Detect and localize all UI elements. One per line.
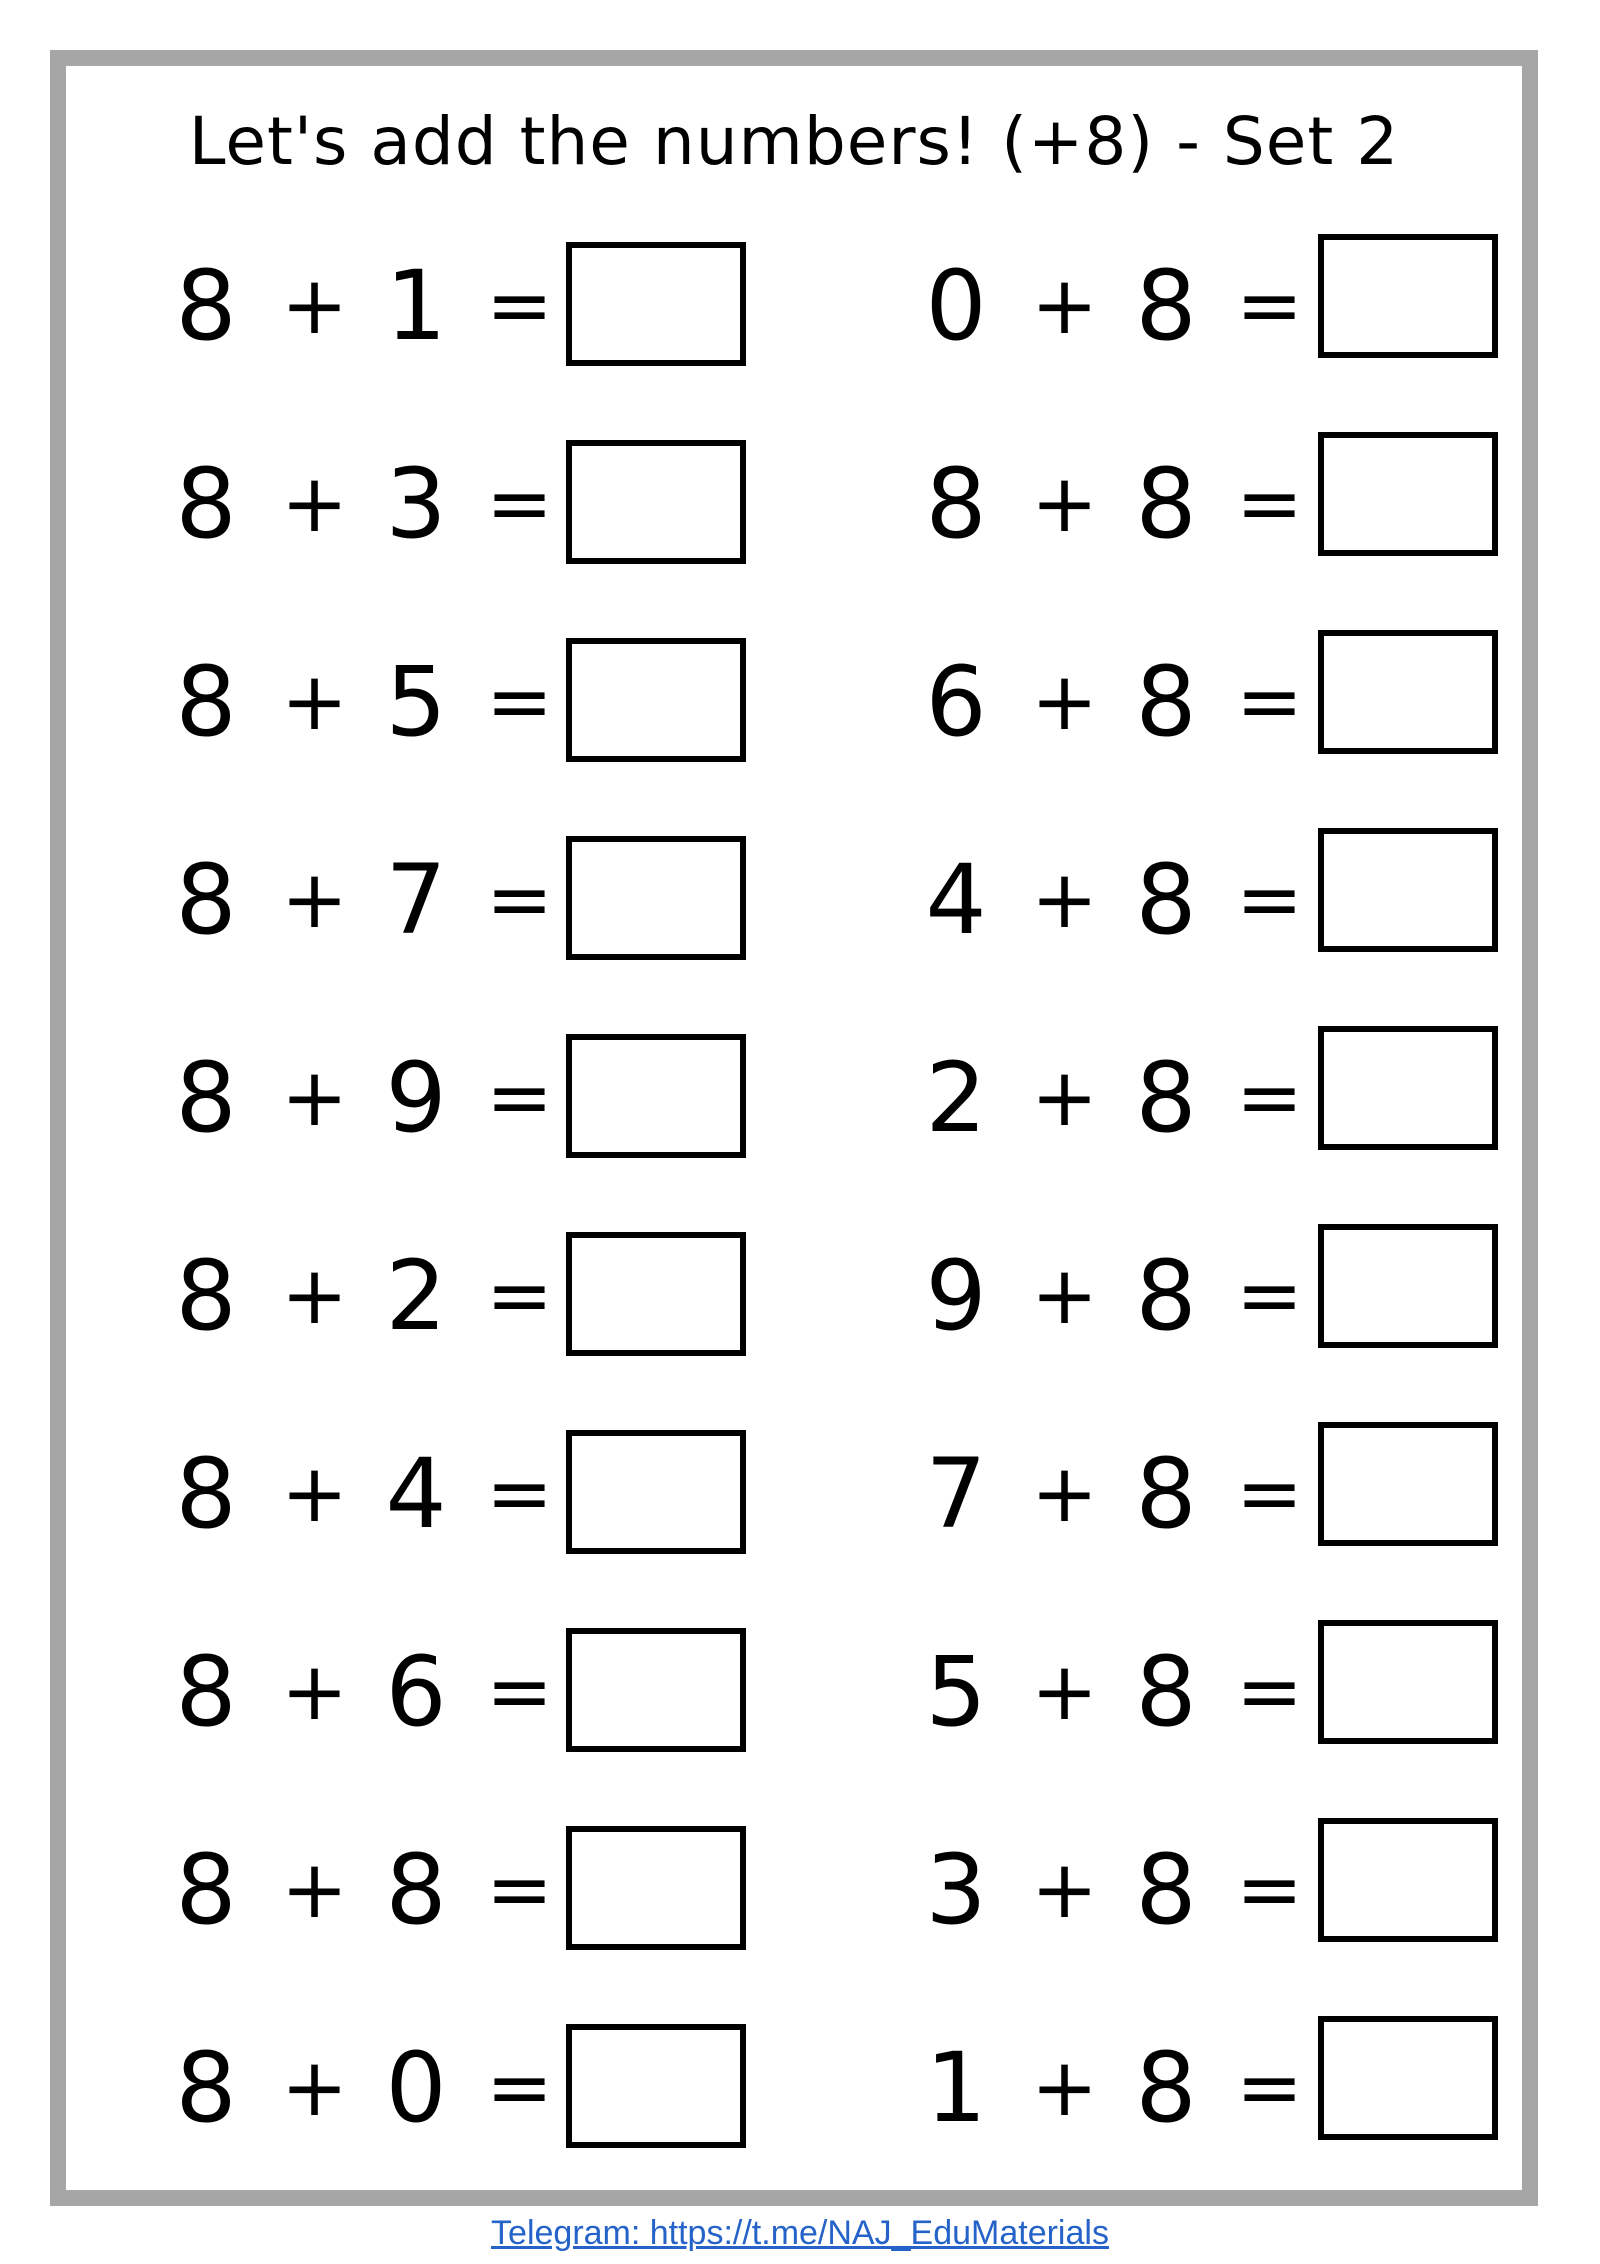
answer-box[interactable] [1318, 1818, 1498, 1942]
addition-problem-row [866, 1622, 1486, 1820]
addition-problem-row [866, 434, 1486, 632]
equals-sign: = [486, 1249, 554, 1342]
second-addend: 8 [1135, 448, 1197, 560]
equals-sign: = [1236, 853, 1304, 946]
addition-problem-row [866, 1226, 1486, 1424]
plus-sign: + [281, 655, 349, 748]
plus-sign: + [1031, 1051, 1099, 1144]
plus-sign: + [281, 1051, 349, 1144]
addition-problem-row [171, 1028, 791, 1226]
equals-sign: = [1236, 655, 1304, 748]
equals-sign: = [1236, 1249, 1304, 1342]
answer-box[interactable] [1318, 432, 1498, 556]
second-addend: 6 [385, 1636, 447, 1748]
first-addend: 8 [175, 250, 237, 362]
addition-problem-row [171, 236, 791, 434]
equals-sign: = [486, 259, 554, 352]
first-addend: 1 [925, 2032, 987, 2144]
plus-sign: + [1031, 1843, 1099, 1936]
worksheet-frame [50, 50, 1538, 2206]
second-addend: 2 [385, 1240, 447, 1352]
plus-sign: + [281, 1645, 349, 1738]
answer-box[interactable] [566, 836, 746, 960]
answer-box[interactable] [566, 638, 746, 762]
second-addend: 7 [385, 844, 447, 956]
addition-problem-row [171, 1622, 791, 1820]
answer-box[interactable] [566, 1232, 746, 1356]
first-addend: 5 [925, 1636, 987, 1748]
answer-box[interactable] [1318, 1422, 1498, 1546]
second-addend: 3 [385, 448, 447, 560]
first-addend: 8 [175, 844, 237, 956]
equals-sign: = [486, 853, 554, 946]
first-addend: 6 [925, 646, 987, 758]
equals-sign: = [1236, 1051, 1304, 1144]
plus-sign: + [1031, 1447, 1099, 1540]
first-addend: 4 [925, 844, 987, 956]
equals-sign: = [486, 655, 554, 748]
equals-sign: = [486, 1051, 554, 1144]
answer-box[interactable] [1318, 828, 1498, 952]
second-addend: 4 [385, 1438, 447, 1550]
first-addend: 8 [925, 448, 987, 560]
addition-problem-row [866, 830, 1486, 1028]
second-addend: 8 [1135, 1834, 1197, 1946]
second-addend: 5 [385, 646, 447, 758]
answer-box[interactable] [1318, 1026, 1498, 1150]
addition-problem-row [171, 1424, 791, 1622]
equals-sign: = [1236, 1447, 1304, 1540]
addition-problem-row [171, 1226, 791, 1424]
second-addend: 8 [1135, 844, 1197, 956]
answer-box[interactable] [1318, 1224, 1498, 1348]
addition-problem-row [866, 1424, 1486, 1622]
plus-sign: + [281, 853, 349, 946]
addition-problem-row [866, 2018, 1486, 2216]
first-addend: 8 [175, 646, 237, 758]
answer-box[interactable] [1318, 630, 1498, 754]
second-addend: 8 [385, 1834, 447, 1946]
addition-problem-row [866, 1820, 1486, 2018]
second-addend: 8 [1135, 646, 1197, 758]
addition-problem-row [171, 1820, 791, 2018]
addition-problem-row [866, 236, 1486, 434]
first-addend: 8 [175, 1438, 237, 1550]
equals-sign: = [1236, 2041, 1304, 2134]
left-problem-column [171, 236, 791, 2216]
answer-box[interactable] [1318, 1620, 1498, 1744]
plus-sign: + [1031, 1249, 1099, 1342]
first-addend: 8 [175, 448, 237, 560]
first-addend: 0 [925, 250, 987, 362]
equals-sign: = [486, 1645, 554, 1738]
plus-sign: + [281, 1249, 349, 1342]
second-addend: 8 [1135, 250, 1197, 362]
addition-problem-row [866, 1028, 1486, 1226]
plus-sign: + [1031, 655, 1099, 748]
addition-problem-row [171, 434, 791, 632]
second-addend: 8 [1135, 2032, 1197, 2144]
equals-sign: = [1236, 1843, 1304, 1936]
plus-sign: + [281, 457, 349, 550]
addition-problem-row [171, 2018, 791, 2216]
addition-problem-row [866, 632, 1486, 830]
plus-sign: + [281, 259, 349, 352]
second-addend: 9 [385, 1042, 447, 1154]
worksheet-title: Let's add the numbers! (+8) - Set 2 [188, 103, 1400, 180]
answer-box[interactable] [566, 1430, 746, 1554]
answer-box[interactable] [566, 242, 746, 366]
answer-box[interactable] [1318, 2016, 1498, 2140]
equals-sign: = [1236, 457, 1304, 550]
second-addend: 8 [1135, 1042, 1197, 1154]
first-addend: 8 [175, 1240, 237, 1352]
answer-box[interactable] [566, 440, 746, 564]
first-addend: 7 [925, 1438, 987, 1550]
plus-sign: + [1031, 1645, 1099, 1738]
plus-sign: + [1031, 457, 1099, 550]
second-addend: 1 [385, 250, 447, 362]
first-addend: 8 [175, 1636, 237, 1748]
first-addend: 3 [925, 1834, 987, 1946]
equals-sign: = [486, 2041, 554, 2134]
first-addend: 8 [175, 1042, 237, 1154]
second-addend: 8 [1135, 1438, 1197, 1550]
plus-sign: + [281, 2041, 349, 2134]
right-problem-column [866, 236, 1486, 2216]
answer-box[interactable] [566, 1826, 746, 1950]
equals-sign: = [486, 457, 554, 550]
equals-sign: = [486, 1843, 554, 1936]
first-addend: 9 [925, 1240, 987, 1352]
answer-box[interactable] [566, 2024, 746, 2148]
first-addend: 2 [925, 1042, 987, 1154]
plus-sign: + [1031, 853, 1099, 946]
answer-box[interactable] [566, 1034, 746, 1158]
plus-sign: + [281, 1843, 349, 1936]
plus-sign: + [1031, 2041, 1099, 2134]
plus-sign: + [281, 1447, 349, 1540]
first-addend: 8 [175, 2032, 237, 2144]
second-addend: 0 [385, 2032, 447, 2144]
first-addend: 8 [175, 1834, 237, 1946]
addition-problem-row [171, 632, 791, 830]
plus-sign: + [1031, 259, 1099, 352]
equals-sign: = [486, 1447, 554, 1540]
addition-problem-row [171, 830, 791, 1028]
equals-sign: = [1236, 259, 1304, 352]
answer-box[interactable] [1318, 234, 1498, 358]
telegram-link[interactable]: Telegram: https://t.me/NAJ_EduMaterials [491, 2214, 1109, 2252]
second-addend: 8 [1135, 1636, 1197, 1748]
answer-box[interactable] [566, 1628, 746, 1752]
second-addend: 8 [1135, 1240, 1197, 1352]
equals-sign: = [1236, 1645, 1304, 1738]
